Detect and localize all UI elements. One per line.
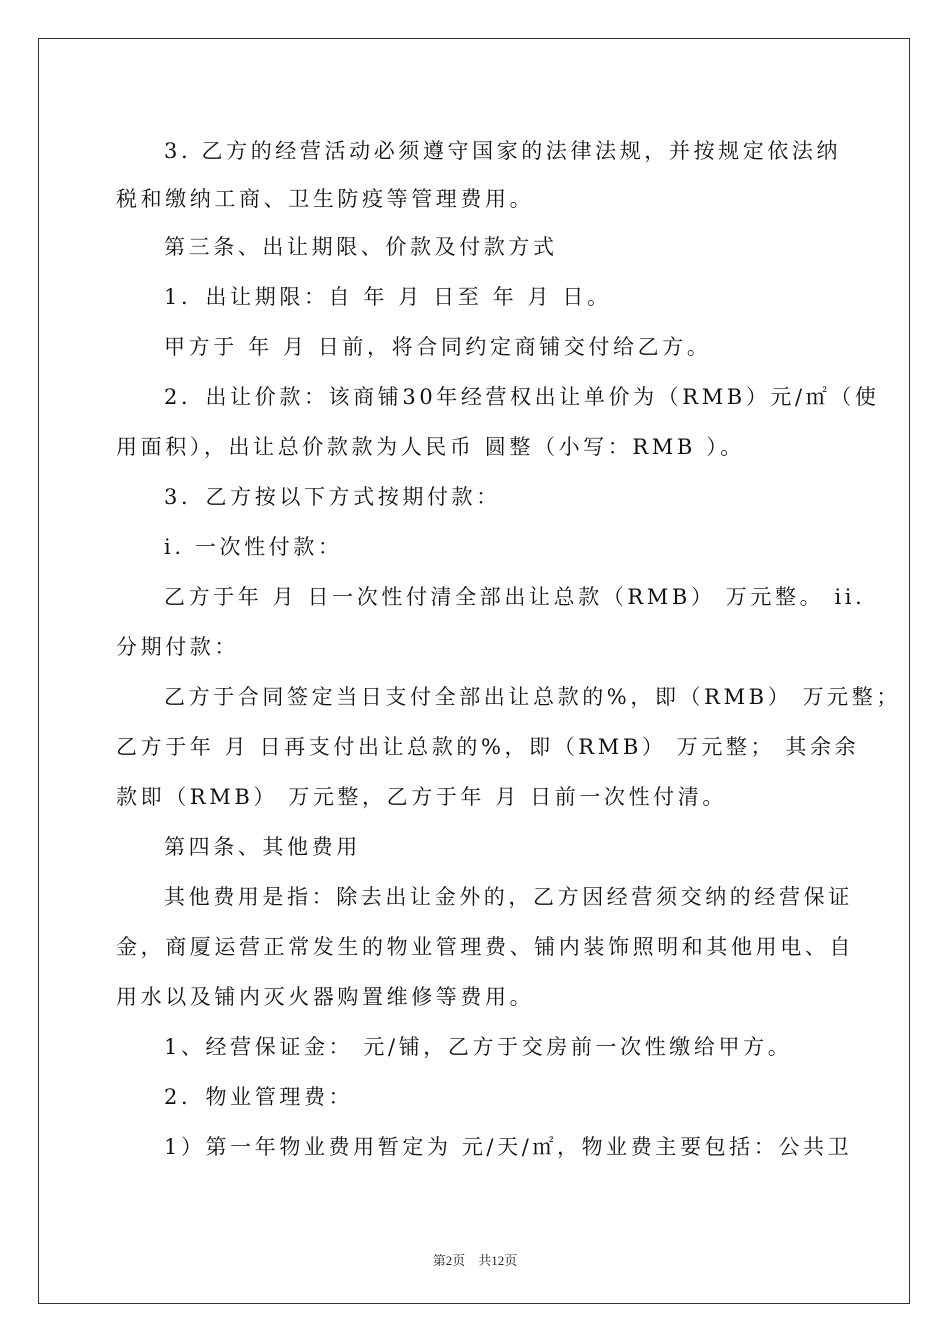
paragraph-line: 款即（RMB） 万元整，乙方于年 月 日前一次性付清。 [116,785,727,809]
section-heading: 第四条、其他费用 [164,835,361,859]
page-border [38,38,910,1304]
paragraph-line: 税和缴纳工商、卫生防疫等管理费用。 [116,187,535,211]
paragraph-line: 3．乙方按以下方式按期付款： [164,485,501,509]
paragraph-line: 用水以及铺内灭火器购置维修等费用。 [116,985,535,1009]
paragraph-line: 乙方于年 月 日再支付出让总款的%，即（RMB） 万元整； 其余余 [116,735,860,759]
page-number-footer: 第2页 共12页 [432,1253,518,1268]
paragraph-line: 1）第一年物业费用暂定为 元/天/㎡，物业费主要包括：公共卫 [164,1135,853,1159]
paragraph-line: 甲方于 年 月 日前，将合同约定商铺交付给乙方。 [164,335,712,359]
paragraph-line: 2．物业管理费： [164,1085,354,1109]
paragraph-line: 3. 乙方的经营活动必须遵守国家的法律法规，并按规定依法纳 [164,139,842,163]
section-heading: 第三条、出让期限、价款及付款方式 [164,235,558,259]
paragraph-line: 其他费用是指：除去出让金外的，乙方因经营须交纳的经营保证 [164,885,853,909]
paragraph-line: 分期付款： [116,635,239,659]
paragraph-line: 乙方于年 月 日一次性付清全部出让总款（RMB） 万元整。 ii. [164,585,866,609]
paragraph-line: i. 一次性付款： [164,535,343,559]
paragraph-line: 金，商厦运营正常发生的物业管理费、铺内装饰照明和其他用电、自 [116,935,854,959]
paragraph-line: 1．出让期限：自 年 月 日至 年 月 日。 [164,285,612,309]
paragraph-line: 1、经营保证金： 元/铺，乙方于交房前一次性缴给甲方。 [164,1035,793,1059]
paragraph-line: 用面积），出让总价款款为人民币 圆整（小写：RMB ）。 [116,435,745,459]
paragraph-line: 2．出让价款：该商铺30年经营权出让单价为（RMB）元/㎡（使 [164,385,880,409]
paragraph-line: 乙方于合同签定当日支付全部出让总款的%，即（RMB） 万元整； [164,685,901,709]
